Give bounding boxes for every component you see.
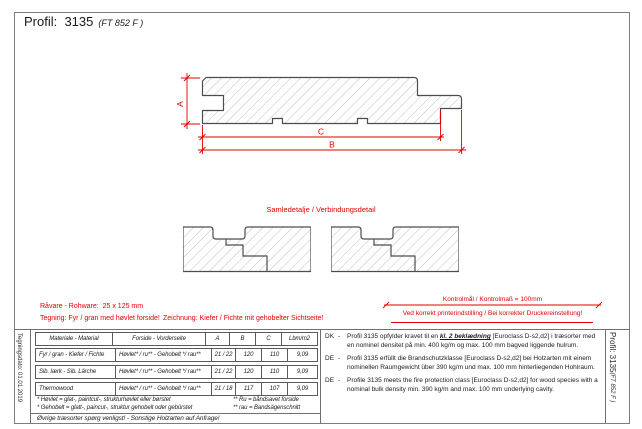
dash: - xyxy=(338,333,341,340)
footnote-hovlet: * Høvlet = glat-, paintcut-, strukturhøvlet eller børstet xyxy=(37,397,171,403)
cell-b: 120 xyxy=(236,366,262,378)
fire-note-dk xyxy=(325,332,601,350)
cell-material: Fyr / gran - Kiefer / Fichte xyxy=(36,349,116,361)
control-underline xyxy=(391,322,593,323)
control-measure-block xyxy=(383,296,602,328)
drawing-date-label: Tegningsdato: 01.01.2019 xyxy=(16,333,22,403)
col-header-lbm: Lbm/m2 xyxy=(288,336,311,342)
cell-b: 120 xyxy=(236,349,262,361)
fire-note-de xyxy=(325,354,601,372)
dim-label-a: A xyxy=(175,101,185,107)
footnote-divider xyxy=(30,413,320,414)
joint-boards-outline xyxy=(183,227,311,272)
col-header-material: Materiale - Material xyxy=(36,333,113,345)
cell-lbm: 9,09 xyxy=(296,386,309,392)
bottom-section-divider xyxy=(14,329,630,330)
cell-a: 21 / 22 xyxy=(212,366,236,378)
fire-note-en xyxy=(325,376,601,394)
table-notes-divider xyxy=(320,329,321,423)
fire-note-text: Profile 3135 meets the fire protection class [Euroclass D-s2,d2] for wood species with a nominal bulk density min. 390 kg/m and max. 100 mm underlying cavity. xyxy=(347,377,598,393)
lang-label: DE xyxy=(325,377,335,384)
raw-material-note: Råvare - Rohware: 25 x 125 mm xyxy=(40,303,144,310)
joint-detail-right xyxy=(331,218,459,274)
joint-boards-outline xyxy=(331,227,459,272)
lang-label: DK xyxy=(325,333,335,340)
joint-detail-left xyxy=(183,218,311,274)
cell-front: Høvlet* / ru** - Gehobelt */ rau** xyxy=(116,383,212,395)
table-row xyxy=(35,365,318,379)
dim-label-b: B xyxy=(329,139,335,150)
board-outline xyxy=(203,78,462,124)
cell-c: 110 xyxy=(262,366,288,378)
lang-label: DE xyxy=(325,355,335,362)
kl2-emphasis: kl. 2 beklædning xyxy=(439,333,491,340)
side-profile-label: Profil: 3135(FT 852 F ) xyxy=(608,332,617,403)
cell-material: Thermowood xyxy=(36,383,116,395)
col-header-b: B xyxy=(230,333,256,345)
footnote-ru: ** Ru = båndsavet forside xyxy=(233,397,299,403)
right-margin-divider xyxy=(605,329,606,423)
control-measure-text: Kontrolmål / Kontrolmaß = 100mm xyxy=(383,296,602,303)
table-row xyxy=(35,382,318,396)
cell-material: Sib. lærk - Sib. Lärche xyxy=(36,366,116,378)
fire-note-text: Profil 3135 erfüllt die Brandschutzklasse [Euroclass D-s2,d2] bei Holzarten mit einem nominellen Raumgewicht über 390 kg/m und max. 100 mm hinterliegenden Hohlraum. xyxy=(347,355,595,371)
table-header-row xyxy=(35,332,318,346)
other-species-note: Øvrige træsorter spørg venligst! - Sonstige Holzarten auf Anfrage! xyxy=(37,415,220,422)
cell-c: 110 xyxy=(262,349,288,361)
page-title xyxy=(24,14,143,29)
cell-a: 21 / 18 xyxy=(212,383,236,395)
col-header-front: Forside - Vorderseite xyxy=(113,333,206,345)
cell-front: Høvlet* / ru** - Gehobelt */ rau** xyxy=(116,349,212,361)
left-margin-divider xyxy=(30,329,31,423)
cell-front: Høvlet* / ru** - Gehobelt */ rau** xyxy=(116,366,212,378)
dimension-a xyxy=(181,73,200,129)
col-header-c: C xyxy=(256,333,282,345)
cell-c: 107 xyxy=(262,383,288,395)
col-header-a: A xyxy=(206,333,230,345)
cell-lbm: 9,09 xyxy=(296,352,309,358)
cell-b: 117 xyxy=(236,383,262,395)
dash: - xyxy=(338,355,341,362)
profile-cross-section-drawing xyxy=(150,60,480,165)
footnote-gehobelt: * Gehobelt = glatt-, paincut-, struktur gehobelt oder gebürstet xyxy=(37,405,193,411)
table-row xyxy=(35,348,318,362)
drawing-note-dk: Tegning: Fyr / gran med høvlet forside! xyxy=(40,315,160,322)
dim-label-c: C xyxy=(317,126,325,137)
dash: - xyxy=(338,377,341,384)
cell-lbm: 9,09 xyxy=(296,369,309,375)
drawing-note-de: Zeichnung: Kiefer / Fichte mit gehobelter Sichtseite! xyxy=(163,315,324,322)
cell-a: 21 / 22 xyxy=(212,349,236,361)
fire-note-text: Profil 3135 opfylder kravet til en kl. 2 beklædning [Euroclass D-s2,d2] i træsorter med en nominel densitet på min. 400 kg/m og max. 100 mm bagved liggende hulrum. xyxy=(347,333,596,349)
control-hint-text: Ved korrekt printerindstilling / Bei korrekter Druckereinstellung! xyxy=(402,310,583,317)
profile-number: Profil: 3135 xyxy=(24,14,94,29)
joint-detail-title: Samledetalje / Verbindungsdetail xyxy=(266,205,376,214)
footnote-rau: ** rau = Bandsägenschnitt xyxy=(233,405,301,411)
profile-variant: (FT 852 F ) xyxy=(98,18,144,28)
